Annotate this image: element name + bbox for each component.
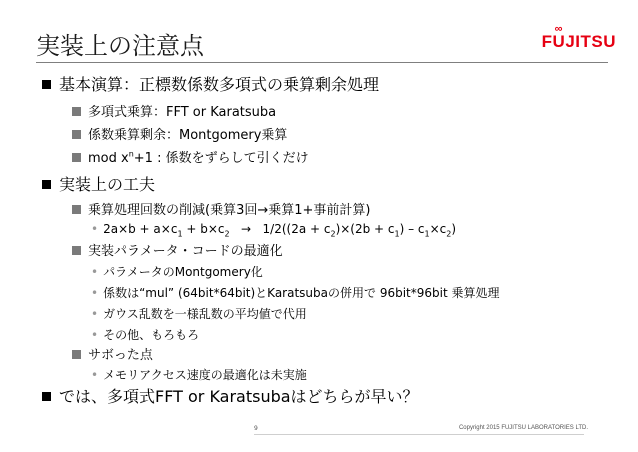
dot-bullet-icon: • [91, 265, 99, 279]
detail-montgomery [91, 263, 263, 280]
sub-bullet-poly-mult [72, 101, 276, 120]
formula-sub: 1 [394, 229, 400, 239]
detail-text: ガウス乱数を一様乱数の平均値で代用 [103, 307, 307, 321]
mod-prefix: mod x [88, 151, 129, 166]
square-bullet-icon [72, 107, 81, 116]
detail-text: 係数は“mul” (64bit*64bit)とKaratsubaの併用で 96bit*96bit 乗算処理 [103, 286, 500, 300]
detail-text: パラメータのMontgomery化 [103, 265, 263, 279]
footer-divider [254, 434, 584, 435]
dot-bullet-icon: • [91, 286, 99, 300]
formula-sub: 1 [177, 229, 183, 239]
detail-gauss [91, 305, 307, 322]
detail-text: その他、もろもろ [103, 328, 200, 342]
bullet-text: 実装パラメータ・コードの最適化 [88, 244, 283, 259]
formula-line [91, 222, 456, 238]
square-bullet-icon [72, 153, 81, 162]
formula-sub: 2 [446, 229, 452, 239]
fujitsu-logo [541, 23, 616, 52]
bullet-text: 係数乗算剰余：Montgomery乗算 [88, 128, 288, 143]
sub-bullet-coef-mod [72, 124, 287, 143]
sub-bullet-skipped [72, 344, 153, 363]
slide-title: 実装上の注意点 [36, 32, 204, 60]
formula-part: 2a×b + a×c [103, 222, 178, 236]
detail-memory-access [91, 366, 307, 383]
formula-sub: 2 [224, 229, 230, 239]
bullet-text: 多項式乗算：FFT or Karatsuba [88, 105, 277, 120]
header-divider [36, 62, 608, 63]
formula-part: ) [451, 222, 457, 236]
infinity-mark-icon: ∞ [554, 23, 563, 35]
square-bullet-icon [72, 205, 81, 214]
sub-bullet-reduce-mult [72, 199, 370, 218]
copyright: Copyright 2015 FUJITSU LABORATORIES LTD. [458, 425, 588, 431]
dot-bullet-icon: • [91, 222, 99, 236]
square-bullet-icon [72, 350, 81, 359]
detail-mul-karatsuba [91, 284, 499, 301]
dot-bullet-icon: • [91, 307, 99, 321]
bullet-text: では、多項式FFT or Karatsubaはどちらが早い？ [59, 387, 419, 406]
bullet-basic-ops [42, 72, 379, 95]
dot-bullet-icon: • [91, 328, 99, 342]
detail-misc [91, 326, 199, 343]
formula-part: ×c [429, 222, 447, 236]
formula-part: ) – c [399, 222, 425, 236]
bullet-text: サボった点 [88, 348, 153, 363]
formula-part: + b×c [182, 222, 225, 236]
square-bullet-icon [72, 130, 81, 139]
slide-header [0, 0, 638, 68]
square-bullet-icon [42, 80, 51, 89]
logo-text: FUJITSU [541, 32, 616, 51]
formula-sub: 2 [330, 229, 336, 239]
sub-bullet-mod-xn [72, 147, 309, 166]
bullet-question [42, 384, 419, 407]
sub-bullet-param-opt [72, 240, 283, 259]
mod-exponent: n [128, 149, 134, 159]
page-number: 9 [254, 425, 258, 432]
bullet-impl-tricks [42, 172, 155, 195]
square-bullet-icon [42, 180, 51, 189]
bullet-text: 基本演算：正標数係数多項式の乗算剰余処理 [59, 75, 380, 94]
formula-sub: 1 [424, 229, 430, 239]
bullet-text: 実装上の工夫 [59, 175, 156, 194]
square-bullet-icon [72, 246, 81, 255]
square-bullet-icon [42, 392, 51, 401]
dot-bullet-icon: • [91, 368, 99, 382]
mod-suffix: +1 : 係数をずらして引くだけ [133, 151, 309, 166]
detail-text: メモリアクセス速度の最適化は未実施 [103, 368, 307, 382]
formula-part: → 1/2((2a + c [229, 222, 331, 236]
formula-part: )×(2b + c [335, 222, 395, 236]
bullet-text: 乗算処理回数の削減(乗算3回→乗算1+事前計算) [88, 203, 371, 218]
